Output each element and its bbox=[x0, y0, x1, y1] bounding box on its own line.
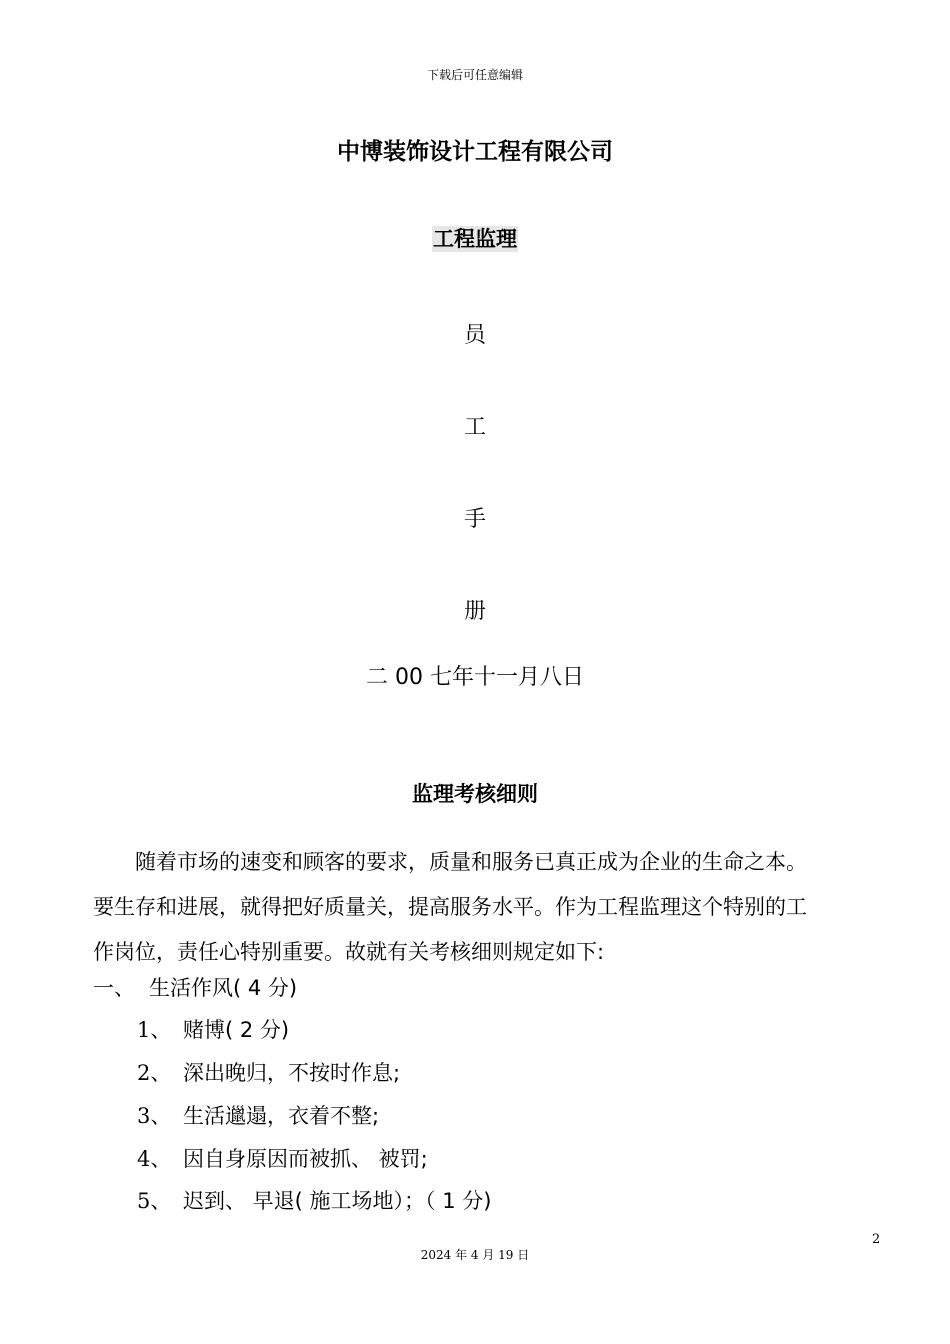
sub-item-1 bbox=[137, 1012, 289, 1048]
header-note: 下载后可任意编辑 bbox=[426, 68, 523, 82]
company-name: 中博装饰设计工程有限公司 bbox=[337, 139, 613, 165]
manual-char-3: 手 bbox=[463, 507, 486, 532]
sub-item-4-number: 4、 bbox=[137, 1147, 172, 1171]
sub-item-1-text: 赌博( 2 分) bbox=[183, 1018, 290, 1042]
department-title: 工程监理 bbox=[433, 227, 517, 251]
intro-line-2: 要生存和进展，就得把好质量关，提高服务水平。作为工程监理这个特别的工 bbox=[93, 895, 807, 919]
sub-item-2-text: 深出晚归，不按时作息; bbox=[183, 1061, 401, 1085]
list-item-one-number: 一、 bbox=[93, 976, 135, 1000]
footer-date: 2024 年 4 月 19 日 bbox=[420, 1248, 530, 1262]
document-date: 二 00 七年十一月八日 bbox=[366, 665, 584, 690]
sub-item-2-number: 2、 bbox=[137, 1061, 172, 1085]
manual-char-4: 册 bbox=[463, 599, 486, 624]
department-block bbox=[0, 226, 950, 252]
sub-item-4-text: 因自身原因而被抓、 被罚; bbox=[183, 1147, 428, 1171]
sub-item-5-number: 5、 bbox=[137, 1189, 172, 1213]
list-item-one bbox=[93, 970, 297, 1006]
sub-item-1-number: 1、 bbox=[137, 1018, 172, 1042]
sub-item-3 bbox=[137, 1098, 379, 1134]
intro-line-1: 随着市场的速变和顾客的要求，质量和服务已真正成为企业的生命之本。 bbox=[135, 850, 807, 874]
intro-paragraph bbox=[93, 840, 893, 975]
sub-item-2 bbox=[137, 1055, 400, 1091]
manual-char-1: 员 bbox=[463, 323, 486, 348]
sub-item-5 bbox=[137, 1183, 491, 1219]
section-title: 监理考核细则 bbox=[412, 782, 538, 806]
sub-item-5-text: 迟到、 早退( 施工场地）；（ 1 分) bbox=[183, 1189, 492, 1213]
manual-char-2: 工 bbox=[463, 415, 486, 440]
sub-item-4 bbox=[137, 1141, 428, 1177]
intro-line-3: 作岗位，责任心特别重要。故就有关考核细则规定如下: bbox=[93, 940, 605, 964]
sub-item-3-text: 生活邋遢，衣着不整; bbox=[183, 1104, 380, 1128]
page-number: 2 bbox=[872, 1232, 881, 1247]
sub-item-3-number: 3、 bbox=[137, 1104, 172, 1128]
list-item-one-text: 生活作风( 4 分) bbox=[149, 976, 298, 1000]
